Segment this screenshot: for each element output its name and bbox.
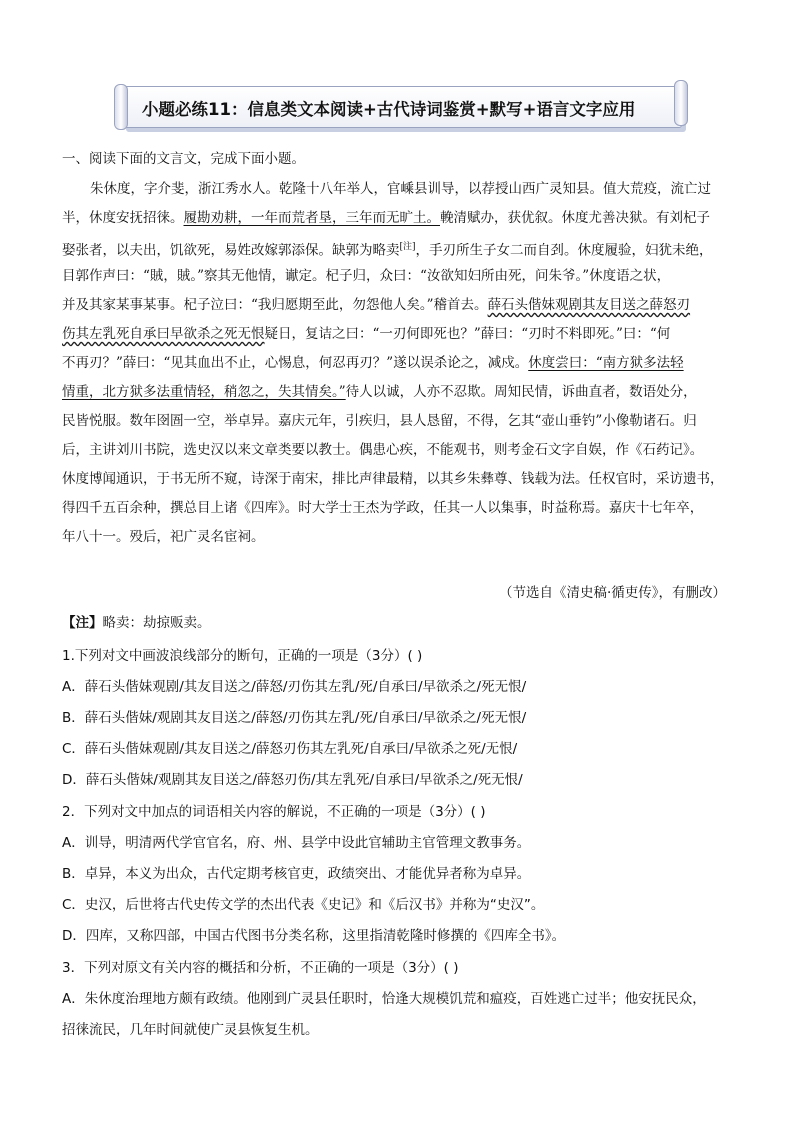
option-1b: B．薛石头偕妹/观剧其友目送之/薛怒/刃伤其左乳/死/自承曰/早欲杀之/死无恨/	[62, 710, 527, 726]
wavy-underlined-text: 伤其左乳死自承曰早欲杀之死无恨	[62, 326, 265, 342]
passage-line: 民皆悦服。数年囹圄一空，举卓异。嘉庆元年，引疾归，县人恳留，不得，乞其“壶山垂钓”小像勒诸石。归	[62, 413, 697, 429]
option-3a: A．朱休度治理地方颇有政绩。他刚到广灵县任职时，恰逢大规模饥荒和瘟疫，百姓逃亡过半；他安抚民众，	[62, 991, 706, 1007]
passage-line	[62, 354, 684, 372]
passage-line: 后，主讲刘川书院，选史汉以来文章类要以教士。偶患心疾，不能观书，则考金石文字自娱，作《石药记》。	[62, 442, 704, 458]
passage-line: 年八十一。殁后，祀广灵名宦祠。	[62, 529, 265, 545]
passage-text: 待人以诚，人亦不忍欺。周知民情，诉曲直者，数语处分，	[345, 384, 697, 400]
question-2: 2．下列对文中加点的词语相关内容的解说，不正确的一项是（3分）( )	[62, 804, 486, 820]
title-banner	[120, 84, 690, 132]
passage-line	[62, 238, 713, 260]
option-2c: C．史汉，后世将古代史传文学的杰出代表《史记》和《后汉书》并称为“史汉”。	[62, 897, 545, 913]
passage-line: 朱休度，字介斐，浙江秀水人。乾隆十八年举人，官嵊县训导，以荐授山西广灵知县。值大荒疫，流亡过	[90, 181, 711, 197]
passage-text: 半，休度安抚招徕。	[62, 210, 184, 226]
underlined-text: 履勘劝耕，一年而荒者垦，三年而无旷土。	[183, 210, 440, 226]
passage-line	[62, 325, 670, 343]
section-instruction: 一、阅读下面的文言文，完成下面小题。	[62, 151, 305, 167]
scroll-roll-right	[674, 80, 688, 126]
passage-line	[62, 383, 697, 401]
passage-text: 并及其家某事某事。杞子泣曰：“我归愿期至此，勿怨他人矣。”稽首去。	[62, 297, 488, 313]
footnote-text: 略卖：劫掠贩卖。	[102, 615, 211, 631]
footnote	[62, 614, 211, 632]
wavy-underlined-text: 薛石头偕妹观剧其友目送之薛怒刃	[487, 297, 691, 313]
footnote-label: 【注】	[62, 615, 103, 631]
passage-text: 輓清赋办，获优叙。休度尤善决狱。有刘杞子	[440, 210, 710, 226]
page-title: 小题必练11：信息类文本阅读+古代诗词鉴赏+默写+语言文字应用	[142, 100, 636, 119]
passage-line	[62, 296, 690, 314]
passage-line: 得四千五百余种，撰总目上诸《四库》。时大学士王杰为学政，任其一人以集事，时益称焉。嘉庆十七年卒，	[62, 500, 704, 516]
passage-text: ，手刃所生子女二而自刭。休度履验，妇犹未绝，	[415, 242, 713, 259]
option-1a: A．薛石头偕妹观剧/其友目送之/薛怒/刃伤其左乳/死/自承曰/早欲杀之/死无恨/	[62, 679, 527, 695]
question-3: 3．下列对原文有关内容的概括和分析，不正确的一项是（3分）( )	[62, 960, 459, 976]
underlined-text: 休度尝曰：“南方狱多法轻	[528, 355, 684, 371]
passage-text: 不再刃？”薛曰：“见其血出不止，心惕息，何忍再刃？”遂以误杀论之，减戍。	[62, 355, 529, 371]
option-1c: C．薛石头偕妹观剧/其友目送之/薛怒刃伤其左乳死/自承曰/早欲杀之死/无恨/	[62, 741, 518, 757]
option-2a: A．训导，明清两代学官官名，府、州、县学中设此官辅助主官管理文教事务。	[62, 835, 531, 851]
passage-line	[62, 209, 710, 227]
option-2b: B．卓异，本义为出众，古代定期考核官吏，政绩突出、才能优异者称为卓异。	[62, 866, 531, 882]
passage-text: 疑日，复诘之曰：“一刃何即死也？”薛曰：“刃时不料即死。”曰：“何	[264, 326, 671, 342]
passage-line: 休度博闻通识，于书无所不窥，诗深于南宋，排比声律最精，以其乡朱彝尊、钱载为法。任权官时，采访遗书，	[62, 471, 724, 487]
scroll-roll-left	[114, 84, 128, 130]
option-2d: D．四库，又称四部，中国古代图书分类名称，这里指清乾隆时修撰的《四库全书》。	[62, 928, 566, 944]
option-1d: D．薛石头偕妹/观剧其友目送之/薛怒刃伤/其左乳死/自承曰/早欲杀之/死无恨/	[62, 772, 523, 788]
source-citation: （节选自《清史稿·循吏传》，有删改）	[498, 585, 726, 601]
passage-line: 目郭作声曰：“賊，賊。”察其无他情，谳定。杞子归，众曰：“汝欲知妇所由死，问朱爷。”休度语之状，	[62, 268, 671, 284]
question-1: 1.下列对文中画波浪线部分的断句，正确的一项是（3分）( )	[62, 648, 423, 664]
underlined-text: 情重，北方狱多法重情轻，稍忽之，失其情矣。”	[62, 384, 346, 400]
option-3a-continued: 招徕流民，几年时间就使广灵县恢复生机。	[62, 1022, 319, 1038]
footnote-marker: [注]	[399, 242, 416, 252]
passage-text: 娶张者，以夫出，饥欲死，易姓改嫁郭添保。缺郭为略卖	[62, 242, 400, 259]
